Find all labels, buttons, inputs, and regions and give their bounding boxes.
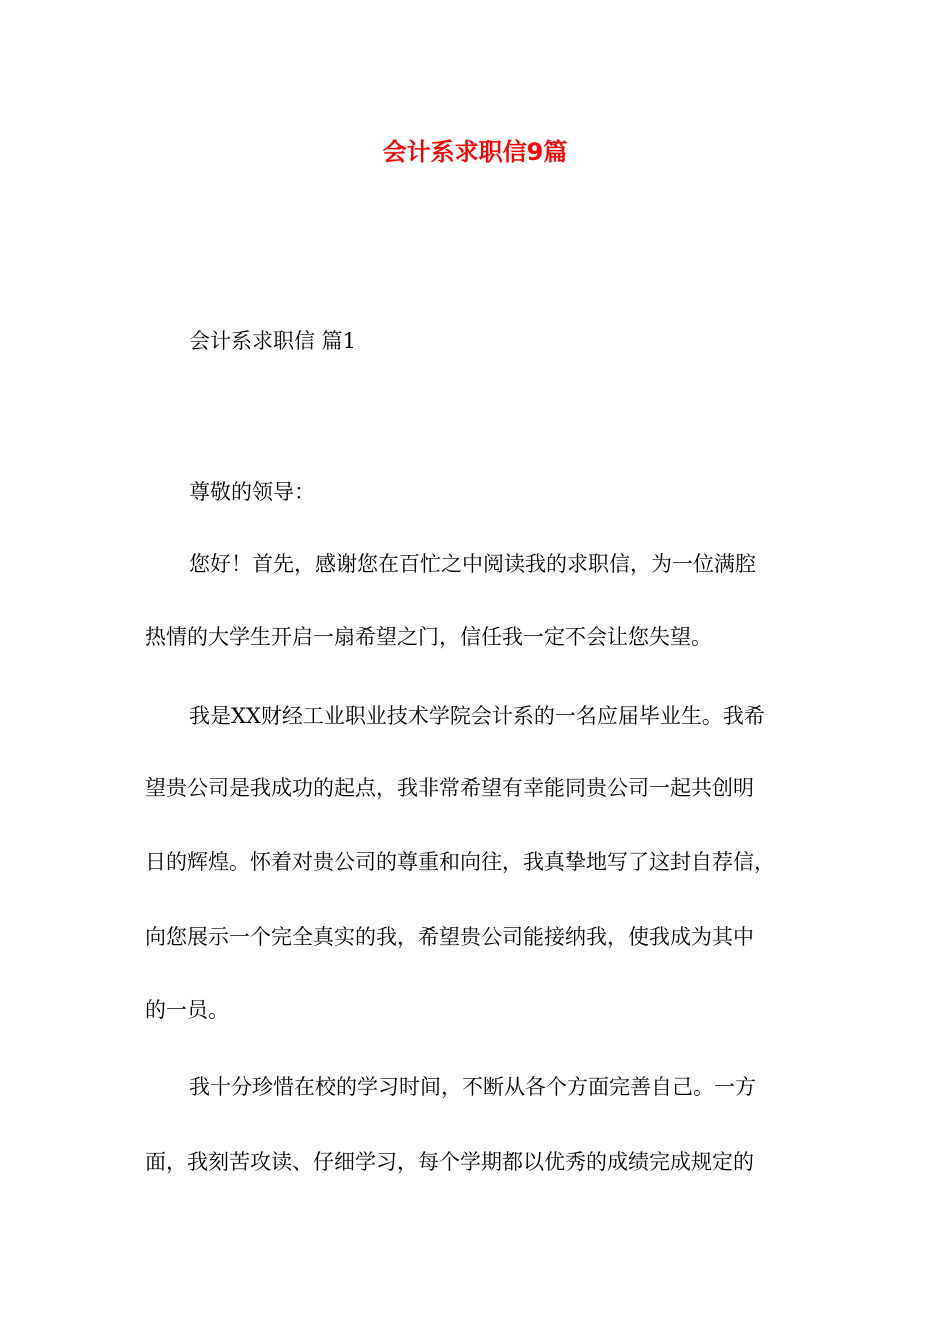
- paragraph-line: 面，我刻苦攻读、仔细学习，每个学期都以优秀的成绩完成规定的: [145, 1150, 754, 1174]
- paragraph-line: 的一员。: [145, 998, 229, 1022]
- section-heading: 会计系求职信 篇1: [189, 329, 357, 353]
- paragraph-line: 向您展示一个完全真实的我，希望贵公司能接纳我，使我成为其中: [145, 925, 754, 949]
- document-title: 会计系求职信9篇: [382, 138, 568, 166]
- paragraph-line: 您好！首先，感谢您在百忙之中阅读我的求职信，为一位满腔: [189, 552, 756, 576]
- paragraph-line: 我是XX财经工业职业技术学院会计系的一名应届毕业生。我希: [189, 704, 765, 728]
- paragraph-line: 望贵公司是我成功的起点，我非常希望有幸能同贵公司一起共创明: [145, 776, 754, 800]
- salutation: 尊敬的领导：: [189, 480, 315, 504]
- paragraph-line: 热情的大学生开启一扇希望之门，信任我一定不会让您失望。: [145, 625, 712, 649]
- paragraph-line: 日的辉煌。怀着对贵公司的尊重和向往，我真挚地写了这封自荐信，: [145, 850, 775, 874]
- paragraph-line: 我十分珍惜在校的学习时间，不断从各个方面完善自己。一方: [189, 1075, 756, 1099]
